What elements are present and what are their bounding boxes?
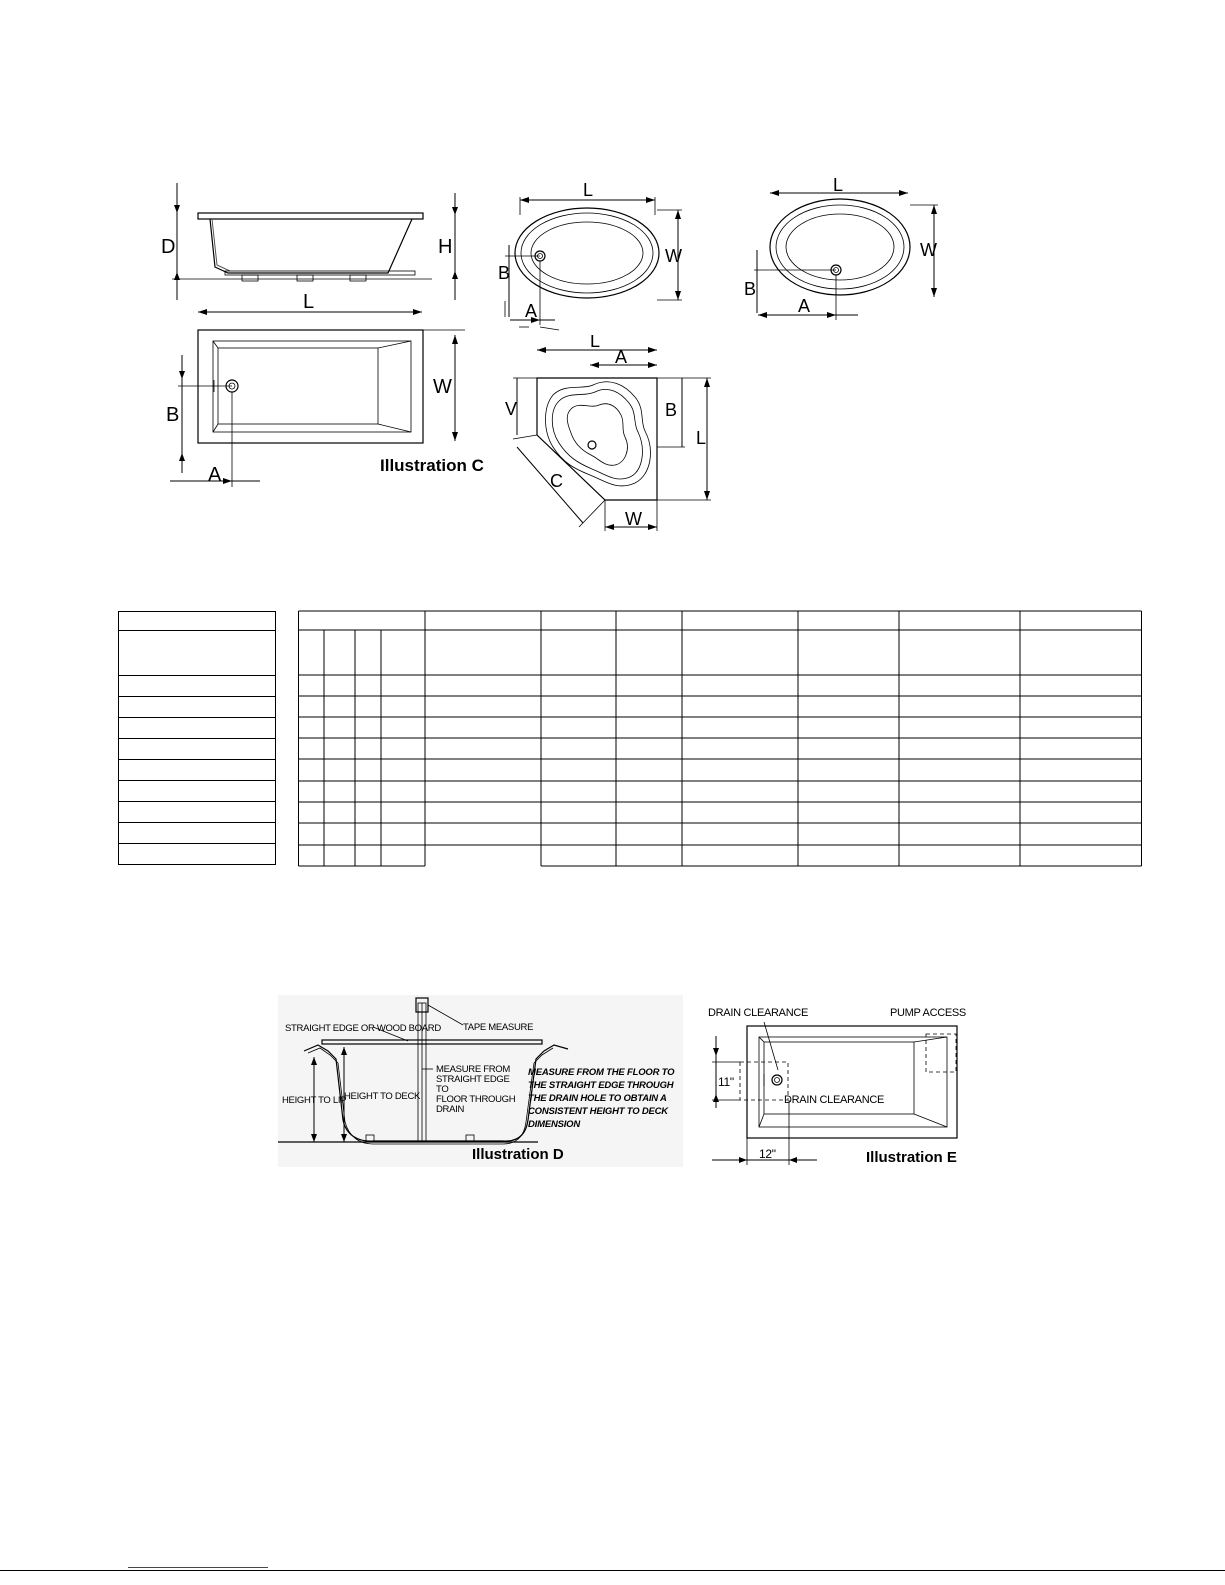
oval-left-l-label: L <box>583 180 594 200</box>
d-measure-from-line4: FLOOR THROUGH <box>436 1094 516 1105</box>
table-cell <box>119 676 276 697</box>
corner-l-top-label: L <box>590 335 601 351</box>
d-measure-from-line1: MEASURE FROM <box>436 1064 510 1075</box>
d-note-line5: DIMENSION <box>528 1119 581 1130</box>
e-pump-access-label: PUMP ACCESS <box>890 1007 966 1019</box>
d-measure-from-line3: TO <box>436 1084 449 1095</box>
corner-a-label: A <box>615 347 628 367</box>
oval-right-a-label: A <box>798 296 811 316</box>
corner-tub-drawing <box>495 335 725 535</box>
d-tape-measure-label: TAPE MEASURE <box>463 1022 534 1033</box>
d-note-line1: MEASURE FROM THE FLOOR TO <box>528 1067 675 1078</box>
corner-v-label: V <box>505 399 518 419</box>
d-note-line3: THE DRAIN HOLE TO OBTAIN A <box>528 1093 667 1104</box>
d-height-to-lip-label: HEIGHT TO LIP <box>282 1095 347 1106</box>
d-note-line2: THE STRAIGHT EDGE THROUGH <box>528 1080 674 1091</box>
illustration-d-caption: Illustration D <box>472 1146 564 1163</box>
rect-tub-a-label: A <box>208 464 222 486</box>
oval-left-w-label: W <box>665 246 682 266</box>
footer-rule <box>0 1570 1225 1571</box>
table-cell <box>119 697 276 718</box>
corner-w-label: W <box>625 509 642 529</box>
e-dim-12-label: 12" <box>759 1147 776 1161</box>
illustration-d-drawing <box>278 995 683 1167</box>
rect-tub-w-label: W <box>433 376 452 398</box>
d-measure-from-line5: DRAIN <box>436 1104 465 1115</box>
table-cell <box>119 844 276 865</box>
oval-tub-right-drawing <box>740 175 950 325</box>
oval-tub-left-drawing <box>495 175 695 335</box>
d-note-line4: CONSISTENT HEIGHT TO DECK <box>528 1106 668 1117</box>
spec-table-main <box>298 610 1143 870</box>
footer-link[interactable] <box>128 1567 268 1568</box>
d-measure-from-line2: STRAIGHT EDGE <box>436 1074 510 1085</box>
illustration-c-caption: Illustration C <box>380 456 484 475</box>
d-straight-edge-label: STRAIGHT EDGE OR WOOD BOARD <box>285 1023 441 1034</box>
table-cell <box>119 739 276 760</box>
corner-c-label: C <box>550 471 563 491</box>
rect-tub-h-label: H <box>438 236 453 258</box>
rect-tub-d-label: D <box>161 236 176 258</box>
corner-l-right-label: L <box>696 428 707 448</box>
illustration-e-drawing <box>702 1000 970 1170</box>
rect-tub-b-label: B <box>166 404 180 426</box>
table-cell <box>119 718 276 739</box>
d-height-to-deck-label: HEIGHT TO DECK <box>344 1091 421 1102</box>
illustration-e-caption: Illustration E <box>866 1149 957 1166</box>
table-cell <box>119 781 276 802</box>
table-cell <box>119 612 276 631</box>
e-dim-11-label: 11" <box>718 1075 734 1089</box>
table-cell <box>119 631 276 676</box>
e-drain-clearance-top-label: DRAIN CLEARANCE <box>708 1007 809 1019</box>
e-drain-clearance-mid-label: DRAIN CLEARANCE <box>784 1094 885 1106</box>
spec-table-left <box>118 611 276 865</box>
oval-left-b-label: B <box>498 263 511 283</box>
oval-right-l-label: L <box>833 175 844 195</box>
rect-tub-l-label: L <box>303 291 315 313</box>
rect-tub-side-view <box>172 183 458 300</box>
rect-tub-drawing <box>150 175 500 495</box>
table-cell <box>119 760 276 781</box>
corner-b-label: B <box>665 400 678 420</box>
table-cell <box>119 823 276 844</box>
table-cell <box>119 802 276 823</box>
oval-left-a-label: A <box>525 301 538 321</box>
oval-right-b-label: B <box>744 279 757 299</box>
oval-right-w-label: W <box>920 240 937 260</box>
